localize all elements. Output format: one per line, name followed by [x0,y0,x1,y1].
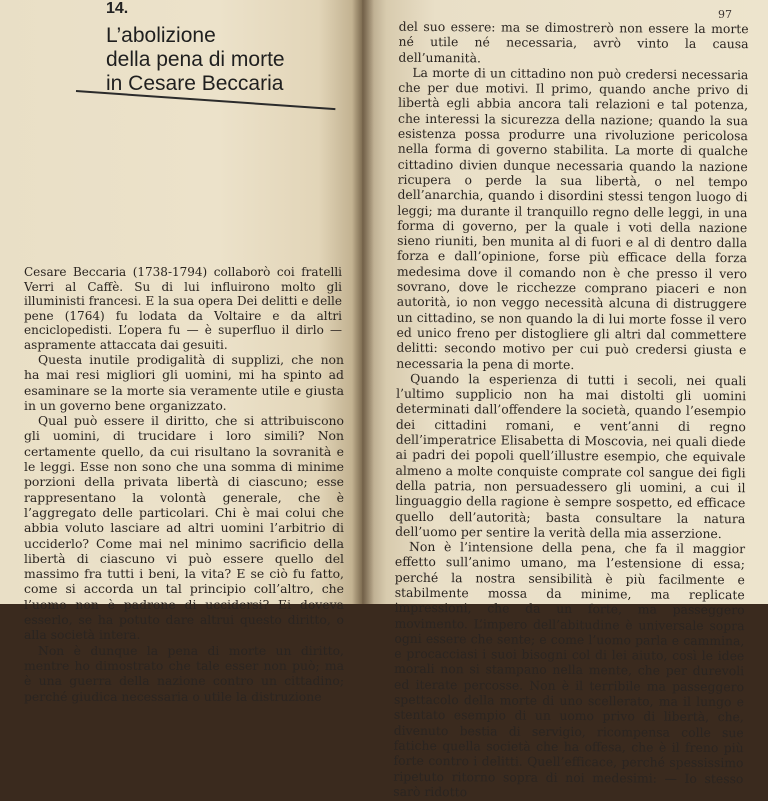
chapter-intro [24,265,342,353]
paragraph: Non è dunque la pena di morte un diritto, mentre ho dimostrato che tale esser non può; ma è una guerra della nazione contro un cittadino; perché giudica necessaria o utile la distruzione [24,642,344,704]
chapter-title [106,24,348,96]
paragraph: Quando la esperienza di tutti i secoli, nei quali l’ultimo supplicio non ha mai distolti gli uomini determinati dall’offendere la società, quando l’esempio dei cittadini romani, e vent’anni di regno dell’imperatrice Elisabetta di Moscovia, nei quali diede ai padri dei popoli quell’illustre esempio, che equivale almeno a molte conquiste comprate col sangue dei figli della patria, non persuadessero gli uomini, a cui il linguaggio della ragione è sempre sospetto, ed efficace quello dell’autorità; basta consultare la natura dell’uomo per sentire la verità della mia asserzione. [395,370,747,541]
title-line-2: della pena di morte [106,48,285,71]
paragraph-continuation: del suo essere: ma se dimostrerò non essere la morte né utile né necessaria, avrò vinto la causa dell’umanità. [398,18,749,65]
left-body-text [24,352,344,704]
paragraph: La morte di un cittadino non può credersi necessaria che per due motivi. Il primo, quando anche privo di libertà egli abbia ancora tali relazioni e tal potenza, che interessi la sicurezza della nazione; quando la sua esistenza possa produrre una rivoluzione pericolosa nella forma di governo stabilita. La morte di qualche cittadino divien dunque necessaria quando la nazione ricupera o perde la sua libertà, o nel tempo dell’anarchia, quando i disordini stessi tengon luogo di leggi; ma durante il tranquillo regno delle leggi, in una forma di governo, per la quale i voti della nazione sieno riuniti, ben munita al di fuori e al di dentro dalla forza e dall’opinione, forse più efficace della forza medesima dove il comando non è che presso il vero sovrano, dove le ricchezze comprano piaceri e non autorità, io non veggo necessità alcuna di distruggere un cittadino, se non quando la di lui morte fosse il vero ed unico freno per distogliere gli altri dal commettere delitti: secondo motivo per cui può credersi giusta e necessaria la pena di morte. [396,64,749,372]
title-line-3: in Cesare Beccaria [106,72,284,95]
paragraph: Non è l’intensione della pena, che fa il maggior effetto sull’animo umano, ma l’estensione di essa; perché la nostra sensibilità è più facilmente e stabilmente mossa da minime, ma replicate impressioni, che da un forte, ma passeggero movimento. L’impero dell’abitudine è universale sopra ogni essere che sente; e come l’uomo parla e cammina, e procacciasi i suoi bisogni col di lei aiuto, così le idee morali non si stampano nella mente, che per durevoli ed iterate percosse. Non è il terribile ma passeggero spettacolo della morte di uno scellerato, ma il lungo e stentato esempio di un uomo privo di libertà, che, divenuto bestia di servigio, ricompensa colle sue fatiche quella società che ha offesa, che è il freno più forte contro i delitti. Quell’efficace, perché spessissimo ripetuto ritorno sopra di noi medesimi: — Io stesso sarò ridotto [393,538,746,800]
left-page [0,0,362,704]
title-line-1: L’abolizione [106,24,216,47]
book-gutter [352,0,374,604]
chapter-number: 14. [106,0,129,17]
paragraph: Questa inutile prodigalità di supplizi, che non ha mai resi migliori gli uomini, mi ha spinto ad esaminare se la morte sia veramente utile e giusta in un governo bene organizzato. [24,352,344,413]
page-number: 97 [718,8,732,21]
intro-text: Cesare Beccaria (1738-1794) collaborò coi fratelli Verri al Caffè. Su di lui influirono molto gli illuministi francesi. E la sua opera Dei delitti e delle pene (1764) fu lodata da Voltaire e da altri enciclopedisti. L’opera fu — è superfluo il dirlo — aspramente attaccata dai gesuiti. [24,265,342,352]
paragraph: Qual può essere il diritto, che si attribuiscono gli uomini, di trucidare i loro simili? Non certamente quello, da cui risultano la sovranità e le leggi. Esse non sono che una somma di minime porzioni della privata libertà di ciascuno; esse rappresentano la volontà generale, che è l’aggregato delle particolari. Chi è mai colui che abbia voluto lasciare ad altri uomini l’arbitrio di ucciderlo? Come mai nel minimo sacrificio della libertà di ciascuno vi può essere quello del massimo fra tutti i beni, la vita? E se ciò fu fatto, come si accorda un tal principio coll’altro, che l’uomo non è padrone di uccidersi? Ei doveva esserlo, se ha potuto dare altrui questo diritto, o alla società intera. [24,413,344,643]
right-body-text [393,19,748,801]
right-page [362,0,768,800]
